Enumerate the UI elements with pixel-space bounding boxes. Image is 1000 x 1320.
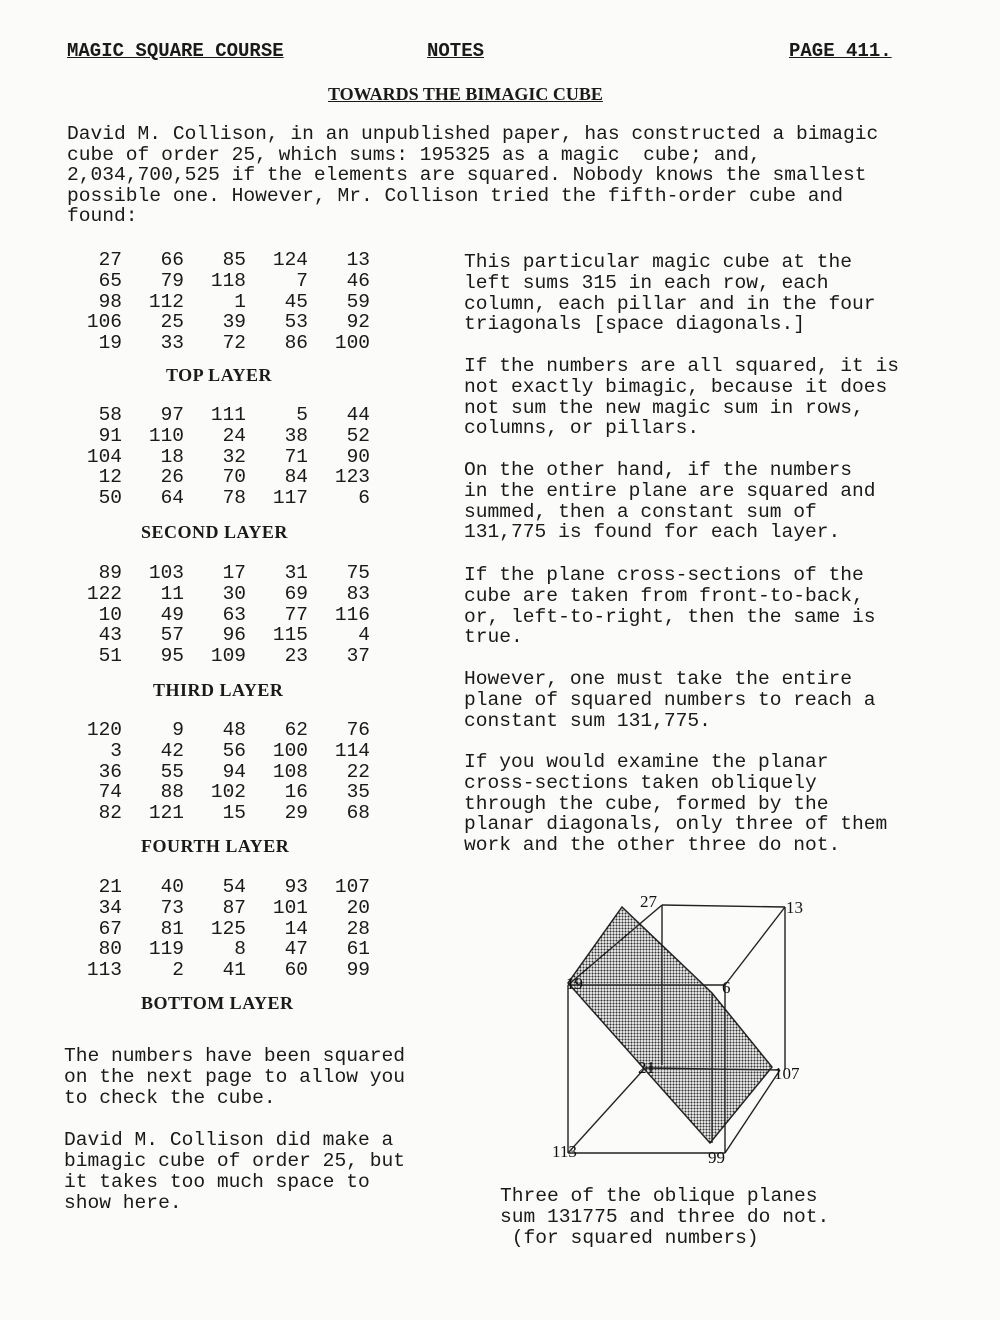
grid-row	[60, 720, 380, 741]
grid-cell: 108	[272, 760, 308, 783]
grid-cell: 116	[334, 603, 370, 626]
grid-cell: 18	[160, 445, 184, 468]
grid-cell: 94	[222, 760, 246, 783]
grid-cell: 11	[160, 582, 184, 605]
grid-cell: 71	[284, 445, 308, 468]
grid-cell: 70	[222, 466, 246, 489]
grid-cell: 98	[98, 290, 122, 313]
grid-row	[60, 762, 380, 783]
grid-cell: 52	[346, 424, 370, 447]
grid-cell: 26	[160, 466, 184, 489]
grid-cell: 65	[98, 269, 122, 292]
grid-cell: 83	[346, 582, 370, 605]
grid-cell: 99	[346, 959, 370, 982]
grid-cell: 104	[86, 445, 122, 468]
layer-bottom	[60, 877, 380, 981]
grid-row	[60, 447, 380, 468]
grid-cell: 49	[160, 603, 184, 626]
oblique-plane	[568, 907, 772, 1143]
grid-cell: 89	[98, 562, 122, 584]
grid-cell: 50	[98, 487, 122, 510]
layer-third	[60, 563, 380, 667]
intro-paragraph: David M. Collison, in an unpublished paper, has constructed a bimagic cube of order 25, which sums: 195325 as a magic cube; and, 2,034,700,525 if the elements are squared. Nobody knows the smallest possible one. However, Mr. Collison tried the fifth-order cube and found:	[67, 123, 879, 227]
grid-cell: 54	[222, 876, 246, 898]
grid-row	[60, 405, 380, 426]
grid-cell: 85	[222, 249, 246, 271]
grid-cell: 8	[234, 938, 246, 961]
grid-cell: 28	[346, 917, 370, 940]
grid-cell: 107	[334, 876, 370, 898]
grid-cell: 101	[272, 896, 308, 919]
grid-cell: 13	[346, 249, 370, 271]
grid-cell: 1	[234, 290, 246, 313]
grid-cell: 121	[148, 802, 184, 825]
grid-cell: 63	[222, 603, 246, 626]
header-page: PAGE 411.	[789, 40, 892, 62]
cube-diagram	[540, 885, 820, 1175]
grid-cell: 110	[148, 424, 184, 447]
grid-row	[60, 584, 380, 605]
grid-cell: 82	[98, 802, 122, 825]
grid-cell: 91	[98, 424, 122, 447]
grid-cell: 45	[284, 290, 308, 313]
grid-cell: 103	[148, 562, 184, 584]
grid-cell: 120	[86, 719, 122, 741]
grid-cell: 33	[160, 332, 184, 355]
grid-cell: 100	[272, 739, 308, 762]
grid-cell: 119	[148, 938, 184, 961]
grid-cell: 9	[172, 719, 184, 741]
layer-label-bottom: BOTTOM LAYER	[141, 993, 294, 1013]
grid-cell: 36	[98, 760, 122, 783]
grid-cell: 122	[86, 582, 122, 605]
grid-cell: 16	[284, 781, 308, 804]
right-paragraph-4: If the plane cross-sections of the cube are taken from front-to-back, or, left-to-right, then the same is true.	[464, 564, 876, 649]
grid-cell: 21	[98, 876, 122, 898]
grid-cell: 48	[222, 719, 246, 741]
grid-cell: 46	[346, 269, 370, 292]
grid-row	[60, 292, 380, 313]
grid-row	[60, 741, 380, 762]
layer-label-third: THIRD LAYER	[153, 680, 284, 700]
grid-cell: 114	[334, 739, 370, 762]
grid-cell: 42	[160, 739, 184, 762]
label-113: 113	[552, 1142, 577, 1161]
grid-cell: 66	[160, 249, 184, 271]
grid-row	[60, 919, 380, 940]
grid-cell: 113	[86, 959, 122, 982]
label-13: 13	[786, 898, 803, 917]
label-19: 19	[566, 974, 583, 993]
grid-cell: 34	[98, 896, 122, 919]
left-paragraph-2: David M. Collison did make a bimagic cube of order 25, but it takes too much space to show here.	[64, 1129, 405, 1214]
grid-cell: 64	[160, 487, 184, 510]
grid-row	[60, 271, 380, 292]
label-27: 27	[640, 892, 657, 911]
grid-cell: 90	[346, 445, 370, 468]
grid-cell: 19	[98, 332, 122, 355]
grid-row	[60, 877, 380, 898]
grid-cell: 22	[346, 760, 370, 783]
grid-cell: 115	[272, 624, 308, 647]
grid-cell: 93	[284, 876, 308, 898]
grid-cell: 87	[222, 896, 246, 919]
grid-cell: 44	[346, 404, 370, 426]
grid-cell: 109	[210, 645, 246, 668]
grid-row	[60, 625, 380, 646]
grid-cell: 73	[160, 896, 184, 919]
grid-cell: 58	[98, 404, 122, 426]
grid-cell: 123	[334, 466, 370, 489]
layer-grid	[60, 563, 380, 667]
grid-cell: 77	[284, 603, 308, 626]
grid-cell: 51	[98, 645, 122, 668]
grid-cell: 117	[272, 487, 308, 510]
layer-label-top: TOP LAYER	[166, 365, 273, 385]
grid-row	[60, 605, 380, 626]
grid-cell: 62	[284, 719, 308, 741]
grid-row	[60, 250, 380, 271]
grid-row	[60, 646, 380, 667]
grid-cell: 47	[284, 938, 308, 961]
grid-row	[60, 563, 380, 584]
grid-cell: 72	[222, 332, 246, 355]
grid-row	[60, 939, 380, 960]
grid-cell: 4	[358, 624, 370, 647]
grid-cell: 5	[296, 404, 308, 426]
grid-cell: 3	[110, 739, 122, 762]
grid-cell: 57	[160, 624, 184, 647]
grid-cell: 6	[358, 487, 370, 510]
grid-cell: 35	[346, 781, 370, 804]
grid-cell: 100	[334, 332, 370, 355]
grid-cell: 59	[346, 290, 370, 313]
diagram-caption: Three of the oblique planes sum 131775 and three do not. (for squared numbers)	[500, 1185, 830, 1249]
grid-cell: 43	[98, 624, 122, 647]
label-21: 21	[638, 1058, 655, 1077]
grid-cell: 75	[346, 562, 370, 584]
grid-row	[60, 312, 380, 333]
grid-cell: 118	[210, 269, 246, 292]
grid-row	[60, 333, 380, 354]
right-paragraph-5: However, one must take the entire plane of squared numbers to reach a constant sum 131,775.	[464, 668, 876, 732]
grid-cell: 14	[284, 917, 308, 940]
grid-cell: 7	[296, 269, 308, 292]
grid-row	[60, 898, 380, 919]
right-paragraph-6: If you would examine the planar cross-sections taken obliquely through the cube, formed by the planar diagonals, only three of them work and the other three do not.	[464, 751, 888, 857]
grid-cell: 53	[284, 311, 308, 334]
grid-cell: 69	[284, 582, 308, 605]
layer-grid	[60, 250, 380, 354]
layer-grid	[60, 720, 380, 824]
grid-cell: 125	[210, 917, 246, 940]
grid-cell: 60	[284, 959, 308, 982]
grid-cell: 17	[222, 562, 246, 584]
right-paragraph-1: This particular magic cube at the left sums 315 in each row, each column, each pillar and in the four triagonals [space diagonals.]	[464, 251, 876, 336]
grid-cell: 37	[346, 645, 370, 668]
grid-cell: 80	[98, 938, 122, 961]
grid-cell: 112	[148, 290, 184, 313]
grid-cell: 39	[222, 311, 246, 334]
label-99: 99	[708, 1148, 725, 1167]
grid-cell: 84	[284, 466, 308, 489]
header-course: MAGIC SQUARE COURSE	[67, 40, 284, 62]
grid-cell: 68	[346, 802, 370, 825]
grid-cell: 29	[284, 802, 308, 825]
header-notes: NOTES	[427, 40, 485, 62]
grid-cell: 78	[222, 487, 246, 510]
right-paragraph-3: On the other hand, if the numbers in the entire plane are squared and summed, then a constant sum of 131,775 is found for each layer.	[464, 459, 876, 544]
layer-label-fourth: FOURTH LAYER	[141, 836, 290, 856]
grid-row	[60, 803, 380, 824]
layer-label-second: SECOND LAYER	[141, 522, 288, 542]
grid-cell: 81	[160, 917, 184, 940]
grid-cell: 30	[222, 582, 246, 605]
layer-top	[60, 250, 380, 354]
grid-cell: 10	[98, 603, 122, 626]
grid-cell: 61	[346, 938, 370, 961]
grid-cell: 23	[284, 645, 308, 668]
label-107: 107	[774, 1064, 800, 1083]
right-paragraph-2: If the numbers are all squared, it is not exactly bimagic, because it does not sum the new magic sum in rows, columns, or pillars.	[464, 355, 900, 440]
grid-cell: 38	[284, 424, 308, 447]
grid-cell: 111	[210, 404, 246, 426]
grid-cell: 74	[98, 781, 122, 804]
grid-cell: 79	[160, 269, 184, 292]
grid-cell: 40	[160, 876, 184, 898]
grid-cell: 20	[346, 896, 370, 919]
grid-cell: 55	[160, 760, 184, 783]
grid-cell: 31	[284, 562, 308, 584]
layer-grid	[60, 405, 380, 509]
grid-row	[60, 488, 380, 509]
label-6: 6	[722, 978, 731, 997]
grid-cell: 124	[272, 249, 308, 271]
grid-cell: 41	[222, 959, 246, 982]
grid-cell: 27	[98, 249, 122, 271]
page-title: TOWARDS THE BIMAGIC CUBE	[328, 84, 603, 104]
grid-cell: 2	[172, 959, 184, 982]
grid-cell: 106	[86, 311, 122, 334]
grid-cell: 12	[98, 466, 122, 489]
grid-row	[60, 960, 380, 981]
layer-fourth	[60, 720, 380, 824]
grid-cell: 95	[160, 645, 184, 668]
left-paragraph-1: The numbers have been squared on the next page to allow you to check the cube.	[64, 1045, 405, 1109]
grid-row	[60, 782, 380, 803]
grid-cell: 92	[346, 311, 370, 334]
grid-row	[60, 467, 380, 488]
grid-cell: 67	[98, 917, 122, 940]
grid-cell: 15	[222, 802, 246, 825]
grid-cell: 25	[160, 311, 184, 334]
layer-grid	[60, 877, 380, 981]
grid-cell: 86	[284, 332, 308, 355]
grid-cell: 96	[222, 624, 246, 647]
grid-cell: 88	[160, 781, 184, 804]
grid-cell: 24	[222, 424, 246, 447]
grid-row	[60, 426, 380, 447]
grid-cell: 102	[210, 781, 246, 804]
grid-cell: 97	[160, 404, 184, 426]
grid-cell: 56	[222, 739, 246, 762]
grid-cell: 32	[222, 445, 246, 468]
layer-second	[60, 405, 380, 509]
grid-cell: 76	[346, 719, 370, 741]
